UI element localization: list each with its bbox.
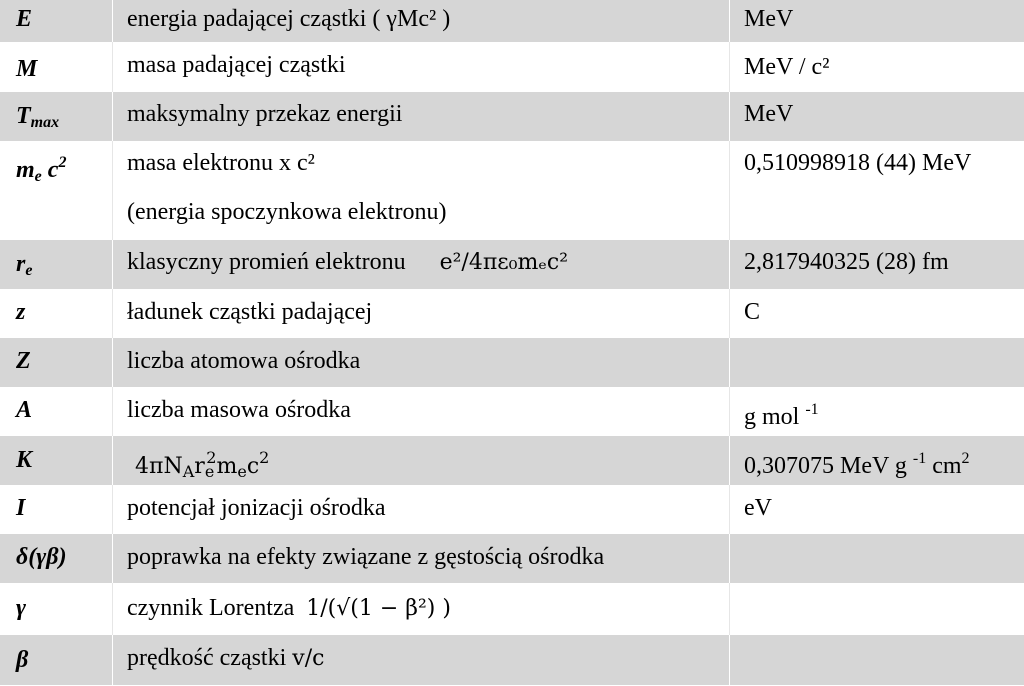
symbol-cell: I (0, 485, 113, 534)
table-row (0, 583, 1024, 635)
table-row (0, 42, 1024, 92)
unit-cell: eV (744, 495, 772, 521)
symbol-cell: Z (0, 338, 113, 387)
unit-cell: 0,510998918 (44) MeV (744, 150, 972, 176)
table-row (0, 141, 1024, 240)
description-cell: klasyczny promień elektronu e²/4πε₀mₑc² (113, 240, 730, 289)
description-cell: masa padającej cząstki (113, 42, 730, 92)
description-cell: maksymalny przekaz energii (113, 92, 730, 141)
description-cell: energia padającej cząstki ( γMc² ) (113, 0, 730, 42)
table-row (0, 338, 1024, 387)
symbol-cell: $m_e$ $c^2$ (0, 141, 113, 240)
symbol-cell: $T_{max}$ (0, 92, 113, 141)
symbol-cell: δ(γβ) (0, 534, 113, 583)
unit-cell: 0,307075 MeV g $^{-1}$ $cm^2$ (744, 450, 970, 479)
table-row (0, 387, 1024, 436)
symbol-cell: A (0, 387, 113, 436)
unit-cell: 2,817940325 (28) fm (744, 249, 949, 275)
unit-cell: g mol $^{-1}$ (744, 401, 819, 430)
description-cell: czynnik Lorentza 1/(√(1 − β²) ) (113, 583, 730, 635)
unit-cell (730, 635, 1024, 685)
description-cell: prędkość cząstki v/c (113, 635, 730, 685)
description-cell: ładunek cząstki padającej (113, 289, 730, 338)
unit-cell (730, 534, 1024, 583)
symbol-cell: M (0, 42, 113, 92)
description-cell (113, 436, 730, 485)
table-row (0, 635, 1024, 685)
symbol-cell: K (0, 436, 113, 485)
table-row (0, 436, 1024, 485)
table-row (0, 485, 1024, 534)
description-cell: poprawka na efekty związane z gęstością ośrodka (113, 534, 730, 583)
table-row (0, 289, 1024, 338)
unit-cell (730, 338, 1024, 387)
table-row (0, 534, 1024, 583)
k-constant-formula: $4\pi N_Ar_e^2m_ec^2$ (135, 448, 270, 481)
symbol-cell: β (0, 635, 113, 685)
symbol-cell: z (0, 289, 113, 338)
electron-radius-formula: e²/4πε₀mₑc² (439, 250, 569, 275)
lorentz-formula: 1/(√(1 − β²) ) (306, 596, 451, 621)
unit-cell: MeV / c² (744, 54, 830, 80)
table-row (0, 0, 1024, 42)
description-cell: potencjał jonizacji ośrodka (113, 485, 730, 534)
table-row (0, 240, 1024, 289)
symbol-cell: $r_e$ (0, 240, 113, 289)
description-cell: liczba atomowa ośrodka (113, 338, 730, 387)
symbol-cell: E (0, 0, 113, 42)
unit-cell: MeV (744, 6, 794, 32)
unit-cell (730, 583, 1024, 635)
unit-cell: MeV (744, 101, 794, 127)
unit-cell: C (744, 299, 761, 325)
description-cell: masa elektronu x c² (energia spoczynkowa elektronu) (113, 141, 730, 240)
velocity-ratio-formula: v/c (292, 646, 325, 671)
description-cell: liczba masowa ośrodka (113, 387, 730, 436)
table-row (0, 92, 1024, 141)
symbol-cell: γ (0, 583, 113, 635)
